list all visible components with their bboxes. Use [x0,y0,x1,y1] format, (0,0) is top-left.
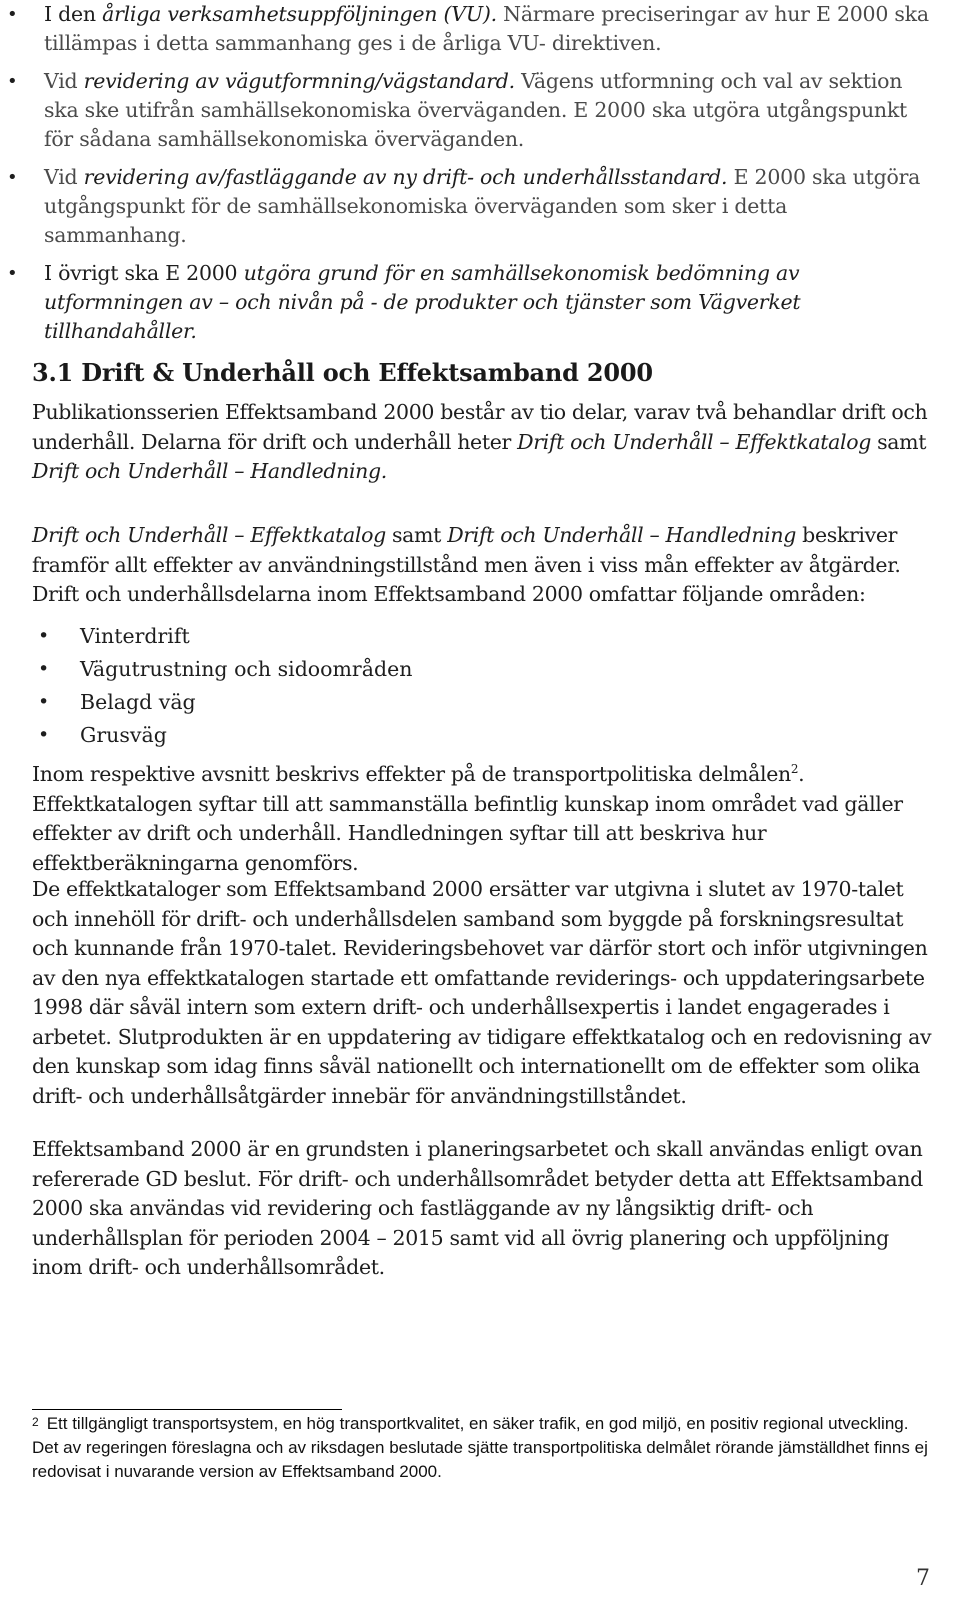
list-item: • Vägutrustning och sidoområden [32,653,412,686]
footnote-divider [32,1409,342,1410]
footnote-text: Ett tillgängligt transportsystem, en hög transportkvalitet, en säker trafik, en god miljö, en positiv regional utveckling. Det av regeringen föreslagna och av riksdagen beslutade sjätte transportpolitiska delmålet rörande jämställdhet finns ej redovisat i nuvarande version av Effektsamband 2000. [32,1414,928,1481]
page-number: 7 [916,1566,930,1591]
areas-list [32,620,412,752]
paragraph-intro: Publikationsserien Effektsamband 2000 består av tio delar, varav två behandlar drift och underhåll. Delarna för drift och underhåll heter Drift och Underhåll – Effektkatalog samt Drift och Underhåll – Handledning. [32,400,928,483]
list-item: • I den årliga verksamhetsuppföljningen (VU). Närmare preciseringar av hur E 2000 ska tillämpas i detta sammanhang ges i de årliga VU- direktiven. [4,0,930,58]
section-heading: 3.1 Drift & Underhåll och Effektsamband 2000 [32,358,653,387]
list-item: • Vid revidering av/fastläggande av ny drift- och underhållsstandard. E 2000 ska utgöra utgångspunkt för de samhällsekonomiska överväganden som sker i detta sammanhang. [4,163,930,250]
footnote-reference[interactable]: 2 [790,762,799,777]
list-item: • Vid revidering av vägutformning/vägstandard. Vägens utformning och val av sektion ska ske utifrån samhällsekonomiska överväganden. E 2000 ska utgöra utgångspunkt för sådana samhällsekonomiska överväganden. [4,67,930,154]
list-item: • Vinterdrift [32,620,412,653]
paragraph-scope: Drift och Underhåll – Effektkatalog samt Drift och Underhåll – Handledning beskriver framför allt effekter av användningstillstånd men även i viss mån effekter av åtgärder. Drift och underhållsdelarna inom Effektsamband 2000 omfattar följande områden: [32,523,901,606]
paragraph-history: De effektkataloger som Effektsamband 2000 ersätter var utgivna i slutet av 1970-talet och innehöll för drift- och underhållsdelen samband som byggde på forskningsresultat och kunnande från 1970-talet. Revideringsbehovet var därför stort och inför utgivningen av den nya effektkatalogen startade ett omfattande reviderings- och uppdateringsarbete 1998 där såväl intern som extern drift- och underhållsexpertis i landet engagerades i arbetet. Slutprodukten är en uppdatering av tidigare effektkatalog och en redovisning av den kunskap som idag finns såväl nationellt och internationellt om de effekter som olika drift- och underhållsåtgärder innebär för användningstillståndet. [32,877,932,1108]
list-item: • Grusväg [32,719,412,752]
list-item: • Belagd väg [32,686,412,719]
paragraph-effects: Inom respektive avsnitt beskrivs effekter på de transportpolitiska delmålen$^2$. Effektkatalogen syftar till att sammanställa befintlig kunskap inom området vad gäller effekter av drift och underhåll. Handledningen syftar till att beskriva hur effektberäkningarna genomförs. [32,762,903,875]
paragraph-planning: Effektsamband 2000 är en grundsten i planeringsarbetet och skall användas enligt ovan refererade GD beslut. För drift- och underhållsområdet betyder detta att Effektsamband 2000 ska användas vid revidering och fastläggande av ny långsiktig drift- och underhållsplan för perioden 2004 – 2015 samt vid all övrig planering och uppföljning inom drift- och underhållsområdet. [32,1137,923,1279]
list-item: • I övrigt ska E 2000 utgöra grund för en samhällsekonomisk bedömning av utformningen av – och nivån på - de produkter och tjänster som Vägverket tillhandahåller. [4,259,930,346]
footnote [32,1412,932,1484]
top-bullet-list [4,0,930,346]
footnote-mark: 2 [32,1415,39,1429]
